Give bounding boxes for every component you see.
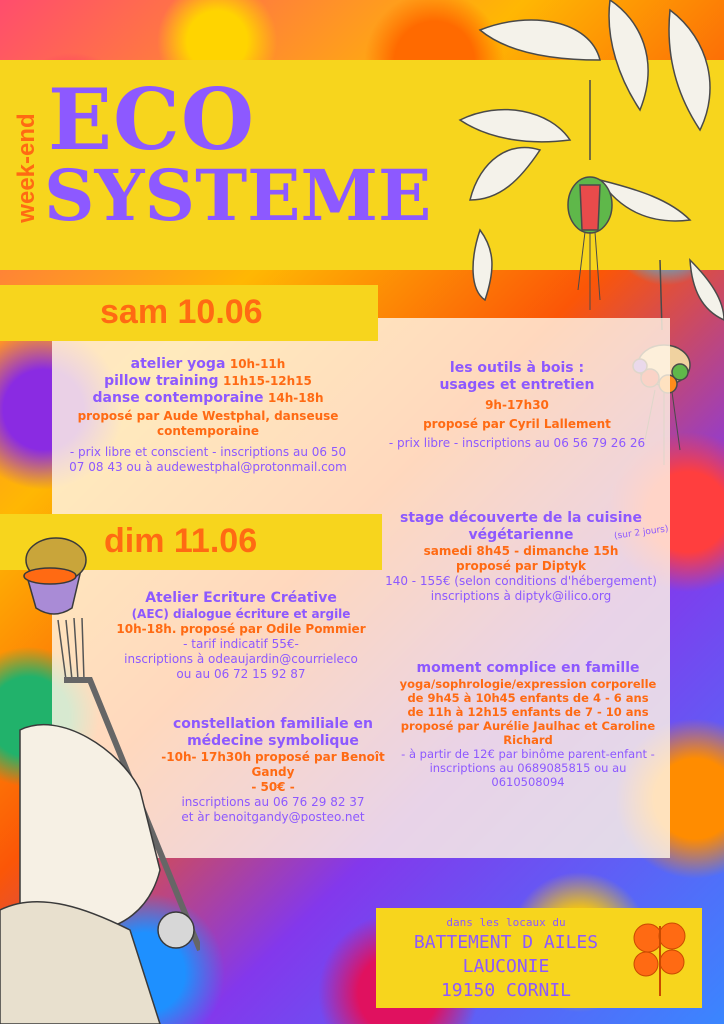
activity-proposer: proposé par Aurélie Jaulhac et Caroline: [400, 719, 656, 733]
venue-intro: dans les locaux du: [446, 916, 566, 929]
activity-time: 9h-17h30: [485, 398, 549, 412]
venue-name: BATTEMENT D AILES: [413, 932, 599, 953]
family-moment-block: [390, 660, 666, 789]
title-systeme: SYSTEME: [44, 154, 432, 237]
activity-price: - 50€ -: [251, 780, 295, 794]
activity-info: inscriptions au 0689085815 ou au: [429, 761, 627, 775]
activity-title: Atelier Ecriture Créative: [145, 590, 337, 606]
activity-detail: yoga/sophrologie/expression corporelle: [399, 677, 657, 691]
activity-time: 14h-18h: [268, 391, 324, 405]
activity-time: -10h- 17h30h: [161, 750, 252, 764]
activity-detail: de 9h45 à 10h45 enfants de 4 - 6 ans: [407, 691, 649, 705]
cooking-workshop-block: [376, 510, 666, 604]
activity-title: constellation familiale en: [173, 716, 373, 732]
weekend-label: [8, 98, 42, 238]
wood-tools-block: [372, 360, 662, 451]
activity-contact: inscriptions à diptyk@ilico.org: [430, 589, 612, 603]
writing-workshop-block: [108, 590, 374, 682]
activity-proposer: proposé par Cyril Lallement: [423, 417, 611, 431]
activity-info: 0610508094: [491, 775, 565, 789]
activity-time: samedi 8h45 - dimanche 15h: [423, 544, 619, 558]
activity-contact: inscriptions à odeaujardin@courrieleco: [124, 652, 358, 666]
activity-price: - tarif indicatif 55€-: [183, 637, 299, 651]
venue-place: LAUCONIE: [462, 956, 550, 977]
activity-name: pillow training: [104, 373, 219, 389]
activity-detail: de 11h à 12h15 enfants de 7 - 10 ans: [407, 705, 649, 719]
activity-title: moment complice en famille: [416, 660, 640, 676]
saturday-activities-block: [58, 356, 358, 475]
activity-title: stage découverte de la cuisine: [399, 510, 643, 526]
venue-address: 19150 CORNIL: [440, 980, 572, 1001]
venue-box: [376, 908, 702, 1008]
activity-time: 10h-11h: [229, 357, 286, 371]
activity-proposer: proposé par Odile Pommier: [180, 622, 366, 636]
activity-contact: ou au 06 72 15 92 87: [176, 667, 306, 681]
activity-info: - à partir de 12€ par binôme parent-enfant -: [401, 747, 655, 761]
activity-subtitle: (AEC) dialogue écriture et argile: [131, 607, 351, 621]
activity-info: - prix libre - inscriptions au 06 56 79 26 26: [388, 436, 646, 450]
activity-title: les outils à bois :: [449, 360, 585, 376]
activity-title: usages et entretien: [439, 377, 595, 393]
saturday-banner: [0, 285, 378, 341]
activity-title: végétarienne: [468, 527, 574, 543]
activity-title: médecine symbolique: [187, 733, 359, 749]
two-days-tag: (sur 2 jours): [613, 524, 670, 542]
activity-contact: inscriptions au 06 76 29 82 37: [181, 795, 365, 809]
activity-name: danse contemporaine: [92, 390, 264, 406]
activity-info: - prix libre et conscient - inscriptions au 06 50 07 08 43 ou à audewestphal@protonmail.com: [69, 445, 347, 474]
activity-contact: et àr benoitgandy@posteo.net: [181, 810, 365, 824]
activity-proposer: Richard: [503, 733, 553, 747]
activity-price: 140 - 155€ (selon conditions d'hébergement): [385, 574, 657, 588]
butterfly-logo-icon: [626, 916, 696, 1002]
activity-time: 11h15-12h15: [223, 374, 312, 388]
activity-time: 10h-18h.: [116, 622, 177, 636]
svg-text:week-end: week-end: [13, 113, 40, 223]
sunday-date: dim 11.06: [104, 522, 258, 560]
activity-proposer: proposé par Diptyk: [455, 559, 587, 573]
saturday-date: sam 10.06: [100, 293, 263, 331]
activity-proposer: proposé par Aude Westphal, danseuse contemporaine: [77, 409, 339, 438]
activity-proposer: proposé par Benoît Gandy: [251, 750, 385, 779]
activity-name: atelier yoga: [130, 356, 226, 372]
constellation-block: [160, 716, 386, 825]
title-eco: ECO: [48, 70, 256, 169]
